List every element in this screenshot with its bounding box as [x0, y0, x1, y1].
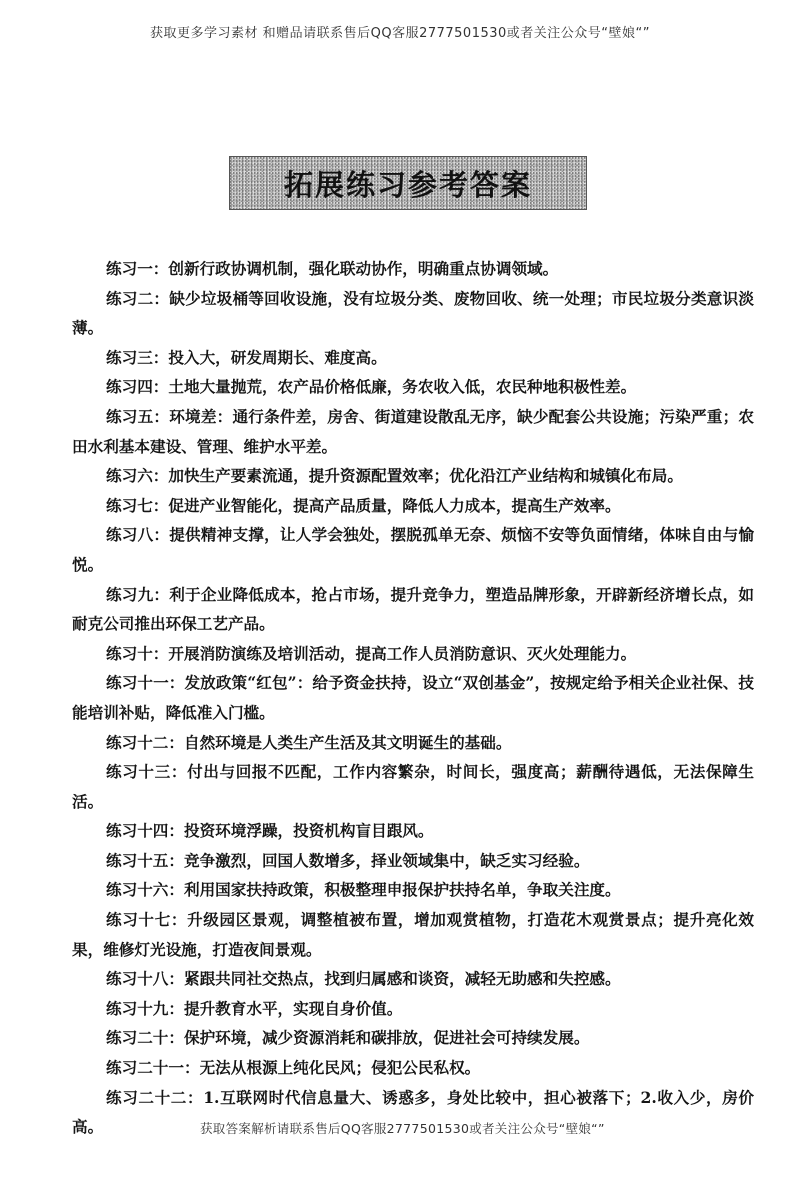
title-banner [229, 156, 587, 210]
answer-item [72, 875, 754, 905]
answer-item [72, 1023, 754, 1053]
answer-text: 投入大，研发周期长、难度高。 [168, 347, 387, 367]
answer-text: 缺少垃圾桶等回收设施，没有垃圾分类、废物回收、统一处理；市民垃圾分类意识淡薄。 [72, 288, 754, 338]
answer-label: 练习十九： [106, 998, 184, 1018]
answer-label: 练习二十二： [106, 1087, 204, 1107]
answer-item [72, 994, 754, 1024]
answer-label: 练习八： [106, 525, 170, 545]
answer-label: 练习十八： [106, 969, 184, 989]
answer-text: 保护环境，减少资源消耗和碳排放，促进社会可持续发展。 [183, 1028, 590, 1048]
answer-text: 紧跟共同社交热点，找到归属感和谈资，减轻无助感和失控感。 [183, 969, 621, 989]
answer-label: 练习一： [106, 259, 169, 278]
answer-text: 促进产业智能化，提高产品质量，降低人力成本，提高生产效率。 [168, 495, 621, 515]
answer-text: 升级园区景观，调整植被布置，增加观赏植物，打造花木观赏景点；提升亮化效果，维修灯光设施，打造夜间景观。 [72, 910, 754, 959]
answer-label: 练习二十： [106, 1028, 184, 1048]
answer-label: 练习五： [106, 406, 170, 426]
answer-label: 练习十一： [106, 673, 185, 693]
answer-label: 练习十五： [106, 850, 184, 870]
answer-text: 开展消防演练及培训活动，提高工作人员消防意识、灭火处理能力。 [168, 643, 637, 663]
answer-item [72, 905, 754, 964]
bottom-watermark-note: 获取答案解析请联系售后QQ客服2777501530或者关注公众号“壁娘“” [200, 1121, 605, 1136]
answer-item [72, 964, 754, 994]
answer-text: 提供精神支撑，让人学会独处，摆脱孤单无奈、烦恼不安等负面情绪，体味自由与愉悦。 [72, 525, 754, 574]
answer-label: 练习四： [106, 377, 169, 397]
answer-text: 创新行政协调机制，强化联动协作，明确重点协调领域。 [168, 259, 559, 278]
answer-label: 练习三： [106, 347, 169, 367]
answer-text: 环境差：通行条件差，房舍、街道建设散乱无序，缺少配套公共设施；污染严重；农田水利基本建设、管理、维护水平差。 [72, 406, 754, 456]
answer-label: 练习九： [106, 584, 170, 604]
answer-text: 1.互联网时代信息量大、诱惑多，身处比较中，担心被落下；2.收入少，房价高。 [72, 1087, 754, 1137]
answer-text: 加快生产要素流通，提升资源配置效率；优化沿江产业结构和城镇化布局。 [168, 466, 683, 486]
answer-label: 练习十二： [106, 732, 184, 752]
answer-item [72, 372, 754, 402]
answer-item [72, 284, 754, 343]
answer-item [72, 728, 754, 758]
answer-item [72, 639, 754, 669]
answer-text: 提升教育水平，实现自身价值。 [183, 998, 403, 1018]
answer-item [72, 520, 754, 579]
answer-item [72, 580, 754, 639]
answer-label: 练习七： [106, 495, 169, 515]
answer-text: 发放政策“红包”：给予资金扶持，设立“双创基金”，按规定给予相关企业社保、技能培训补贴，降低准入门槛。 [72, 673, 754, 722]
answer-item [72, 816, 754, 846]
page-title: 拓展练习参考答案 [283, 167, 532, 202]
answer-text: 投资环境浮躁，投资机构盲目跟风。 [183, 821, 434, 841]
answer-label: 练习十： [106, 643, 169, 663]
answer-label: 练习二： [106, 288, 170, 308]
answer-item [72, 846, 754, 876]
answer-item [72, 668, 754, 727]
answer-item [72, 1053, 754, 1083]
answer-item [72, 343, 754, 373]
answer-label: 练习十三： [106, 762, 188, 782]
answer-item [72, 491, 754, 521]
answer-item [72, 757, 754, 816]
answer-label: 练习十六： [106, 880, 184, 900]
answer-text: 竞争激烈，回国人数增多，择业领域集中，缺乏实习经验。 [183, 850, 590, 870]
top-watermark-note: 获取更多学习素材 和赠品请联系售后QQ客服2777501530或者关注公众号“壁娘“” [149, 26, 650, 41]
answer-label: 练习十四： [106, 821, 184, 841]
answer-item [72, 402, 754, 461]
answer-list [72, 254, 754, 1142]
answer-text: 利于企业降低成本，抢占市场，提升竞争力，塑造品牌形象，开辟新经济增长点，如耐克公司推出环保工艺产品。 [72, 584, 754, 634]
answer-text: 付出与回报不匹配，工作内容繁杂，时间长，强度高；薪酬待遇低，无法保障生活。 [72, 762, 754, 811]
answer-item [72, 461, 754, 491]
answer-text: 利用国家扶持政策，积极整理申报保护扶持名单，争取关注度。 [183, 880, 621, 900]
answer-text: 土地大量抛荒，农产品价格低廉，务农收入低，农民种地积极性差。 [168, 377, 637, 397]
answer-label: 练习十七： [106, 910, 188, 930]
answer-label: 练习二十一： [106, 1058, 200, 1078]
answer-item [72, 254, 754, 284]
answer-label: 练习六： [106, 466, 169, 486]
answer-text: 自然环境是人类生产生活及其文明诞生的基础。 [183, 732, 512, 752]
answer-text: 无法从根源上纯化民风；侵犯公民私权。 [199, 1058, 481, 1078]
